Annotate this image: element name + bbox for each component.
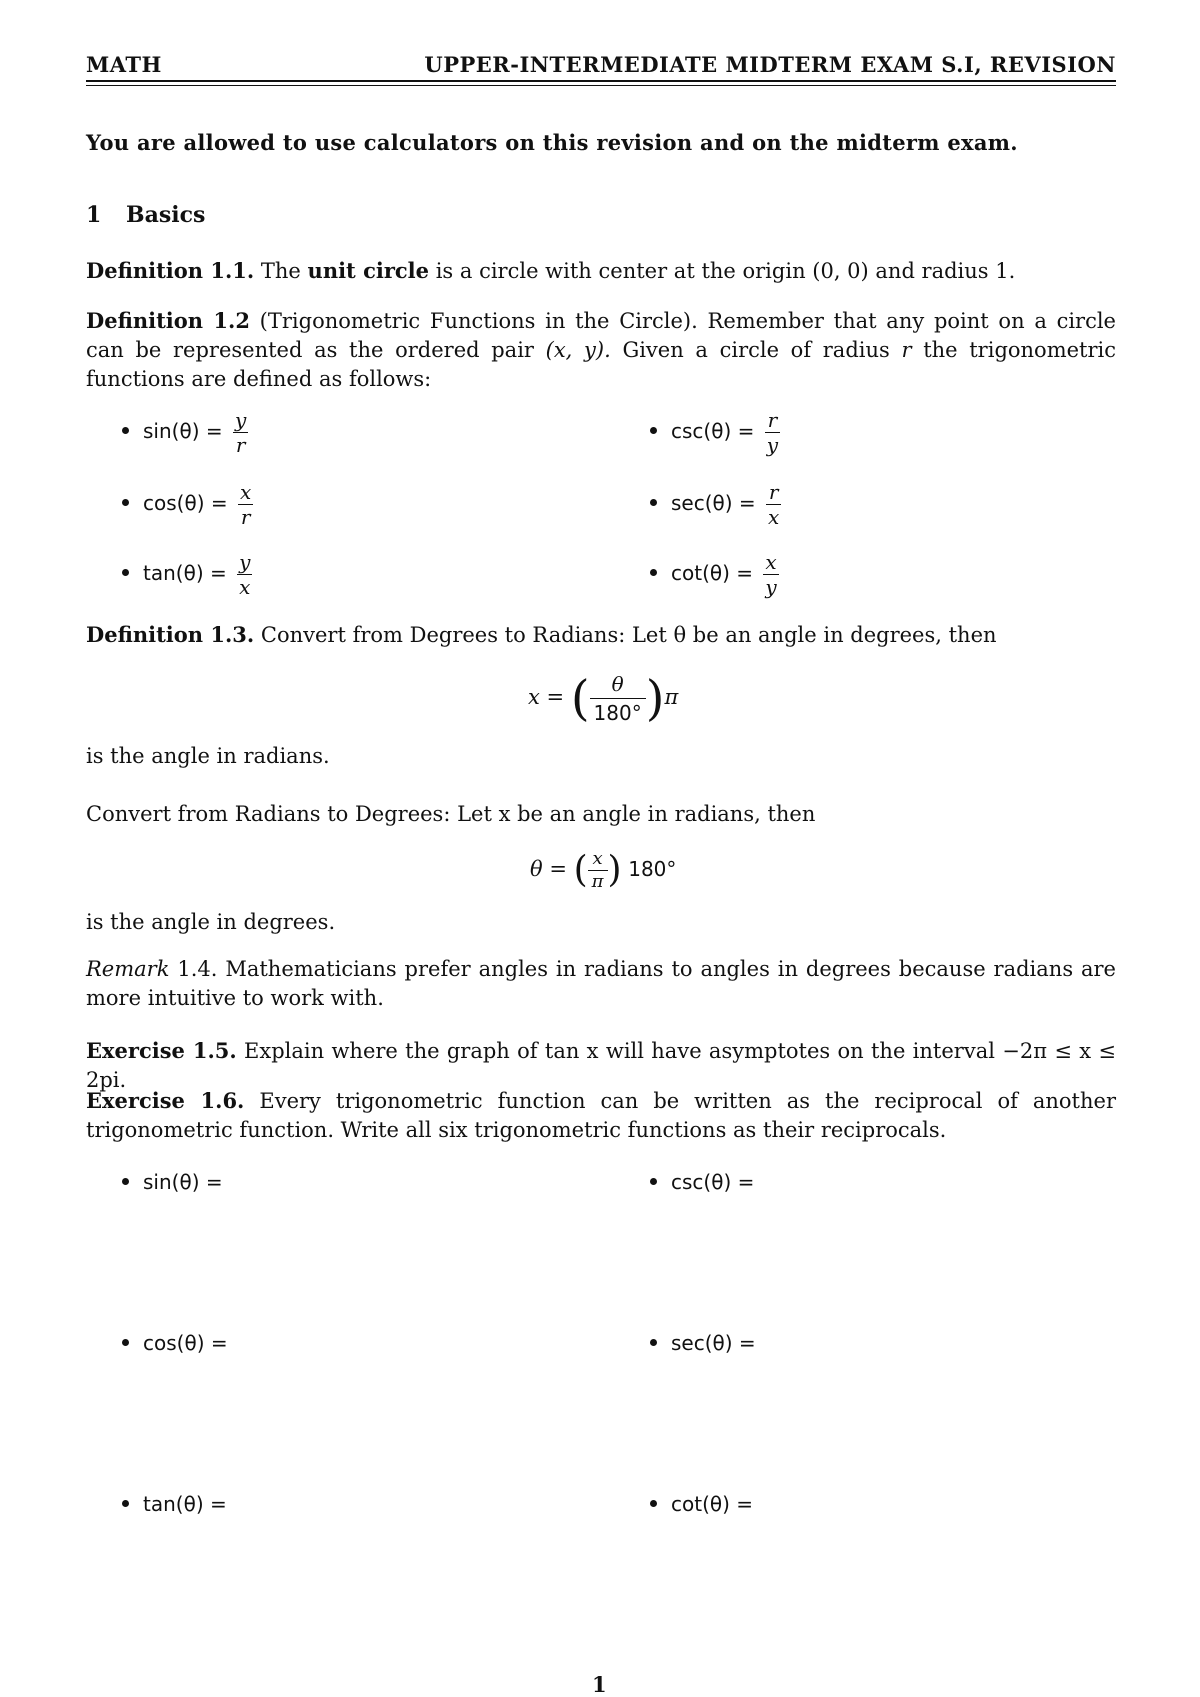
numerator: y xyxy=(239,550,251,574)
trig-fn: tan(θ) = xyxy=(143,561,227,585)
radians-note: is the angle in radians. xyxy=(86,744,330,768)
numerator: r xyxy=(766,480,781,505)
eq1-numerator: θ xyxy=(590,670,646,699)
trig-def-tan xyxy=(122,550,252,599)
definition-1-3 xyxy=(86,620,1116,650)
open-paren: ( xyxy=(573,849,588,891)
definition-1-1 xyxy=(86,256,1116,286)
blank-item-label: sec(θ) = xyxy=(671,1331,756,1355)
section-number: 1 xyxy=(86,202,102,228)
def-1-2-text-a: Remember that any point on a circle can be represented as the ordered pair xyxy=(86,309,1116,362)
denominator: y xyxy=(765,575,777,599)
fraction xyxy=(763,550,778,599)
trig-def-cot xyxy=(650,550,779,599)
eq1-lhs: x = xyxy=(528,685,565,709)
open-paren: ( xyxy=(570,670,590,727)
def-1-1-label: Definition 1.1. xyxy=(86,258,255,283)
eq2-lhs: θ = xyxy=(530,857,567,881)
blank-item-label: cot(θ) = xyxy=(671,1492,754,1516)
degrees-note: is the angle in degrees. xyxy=(86,910,336,934)
denominator: r xyxy=(240,505,251,529)
bullet-icon xyxy=(122,499,129,506)
def-1-2-text-c: the trigonometric functions are defined as follows: xyxy=(86,338,1116,391)
blank-item-label: cos(θ) = xyxy=(143,1331,228,1355)
degrees-to-radians-equation xyxy=(528,670,678,727)
trig-def-sin xyxy=(122,408,248,457)
eq2-fraction xyxy=(588,848,608,893)
running-header xyxy=(86,52,1116,78)
blank-item-tan xyxy=(122,1492,227,1516)
def-1-1-term: unit circle xyxy=(307,258,430,283)
trig-fn: sin(θ) = xyxy=(143,419,223,443)
bullet-icon xyxy=(650,1339,657,1346)
bullet-icon xyxy=(122,1339,129,1346)
def-1-3-text: Convert from Degrees to Radians: Let θ be an angle in degrees, then xyxy=(260,623,997,647)
blank-item-sin xyxy=(122,1170,223,1194)
eq2-numerator: x xyxy=(588,848,608,871)
def-1-2-label: Definition 1.2 xyxy=(86,308,250,333)
bullet-icon xyxy=(122,569,129,576)
eq1-tail: π xyxy=(664,685,679,709)
close-paren: ) xyxy=(607,849,622,891)
remark-label: Remark xyxy=(86,957,170,981)
blank-item-csc xyxy=(650,1170,754,1194)
def-1-2-text-b: Given a circle of radius xyxy=(622,338,890,362)
denominator: y xyxy=(766,433,779,457)
bullet-icon xyxy=(122,1500,129,1507)
trig-fn: cos(θ) = xyxy=(143,491,228,515)
eq2-denominator: π xyxy=(591,871,604,892)
trig-fn: sec(θ) = xyxy=(671,491,756,515)
denominator: x xyxy=(239,575,251,599)
bullet-icon xyxy=(122,1178,129,1185)
eq1-fraction xyxy=(590,670,646,727)
def-1-2-paren: (Trigonometric Functions in the Circle). xyxy=(259,309,698,333)
trig-def-cos xyxy=(122,480,253,529)
blank-item-label: tan(θ) = xyxy=(143,1492,227,1516)
close-paren: ) xyxy=(645,670,665,727)
header-rule-thin xyxy=(86,85,1116,86)
numerator: y xyxy=(234,408,247,432)
denominator: r xyxy=(235,433,246,457)
trig-def-sec xyxy=(650,480,781,529)
def-1-2-r: r xyxy=(901,338,912,362)
page-number: 1 xyxy=(592,1672,607,1697)
remark-number: 1.4. xyxy=(177,957,218,981)
exercise-1-6-text: Every trigonometric function can be written as the reciprocal of another trigonometric function. Write all six trigonometric functions as their reciprocals. xyxy=(86,1089,1116,1142)
header-rule-thick xyxy=(86,80,1116,82)
bullet-icon xyxy=(650,499,657,506)
remark-1-4 xyxy=(86,955,1116,1013)
radians-to-degrees-equation xyxy=(530,848,676,893)
def-1-3-label: Definition 1.3. xyxy=(86,622,255,647)
fraction xyxy=(766,480,781,529)
header-subject: MATH xyxy=(86,52,162,77)
definition-1-2 xyxy=(86,306,1116,394)
blank-item-label: csc(θ) = xyxy=(671,1170,755,1194)
exercise-1-6 xyxy=(86,1086,1116,1145)
fraction xyxy=(238,480,253,529)
exercise-1-6-label: Exercise 1.6. xyxy=(86,1088,245,1113)
trig-fn: cot(θ) = xyxy=(671,561,754,585)
numerator: r xyxy=(765,408,780,433)
remark-text: Mathematicians prefer angles in radians to angles in degrees because radians are more intuitive to work with. xyxy=(86,957,1116,1010)
numerator: x xyxy=(239,480,252,504)
bullet-icon xyxy=(122,427,129,434)
bullet-icon xyxy=(650,1500,657,1507)
exercise-1-5-text: Explain where the graph of tan x will have asymptotes on the interval −2π ≤ x ≤ 2pi. xyxy=(86,1039,1116,1092)
denominator: x xyxy=(768,505,780,529)
blank-item-cos xyxy=(122,1331,228,1355)
eq2-tail: 180° xyxy=(628,857,677,881)
blank-item-cot xyxy=(650,1492,753,1516)
def-1-2-pair: (x, y). xyxy=(545,338,611,362)
numerator: x xyxy=(763,550,778,575)
bullet-icon xyxy=(650,427,657,434)
calculator-notice: You are allowed to use calculators on this revision and on the midterm exam. xyxy=(86,130,1018,155)
def-1-1-text: is a circle with center at the origin (0, 0) and radius 1. xyxy=(435,259,1016,283)
header-title: UPPER-INTERMEDIATE MIDTERM EXAM S.I, REVISION xyxy=(424,52,1116,77)
bullet-icon xyxy=(650,1178,657,1185)
blank-item-sec xyxy=(650,1331,756,1355)
fraction xyxy=(237,550,252,599)
section-title: Basics xyxy=(126,202,206,228)
fraction xyxy=(233,408,248,457)
exercise-1-5-label: Exercise 1.5. xyxy=(86,1038,237,1063)
trig-fn: csc(θ) = xyxy=(671,419,755,443)
radians-to-degrees-text: Convert from Radians to Degrees: Let x be an angle in radians, then xyxy=(86,802,816,826)
fraction xyxy=(765,408,780,457)
blank-item-label: sin(θ) = xyxy=(143,1170,223,1194)
trig-def-csc xyxy=(650,408,780,457)
def-1-1-pre: The xyxy=(260,259,301,283)
eq1-denominator: 180° xyxy=(593,701,642,725)
bullet-icon xyxy=(650,569,657,576)
section-heading xyxy=(86,202,205,228)
